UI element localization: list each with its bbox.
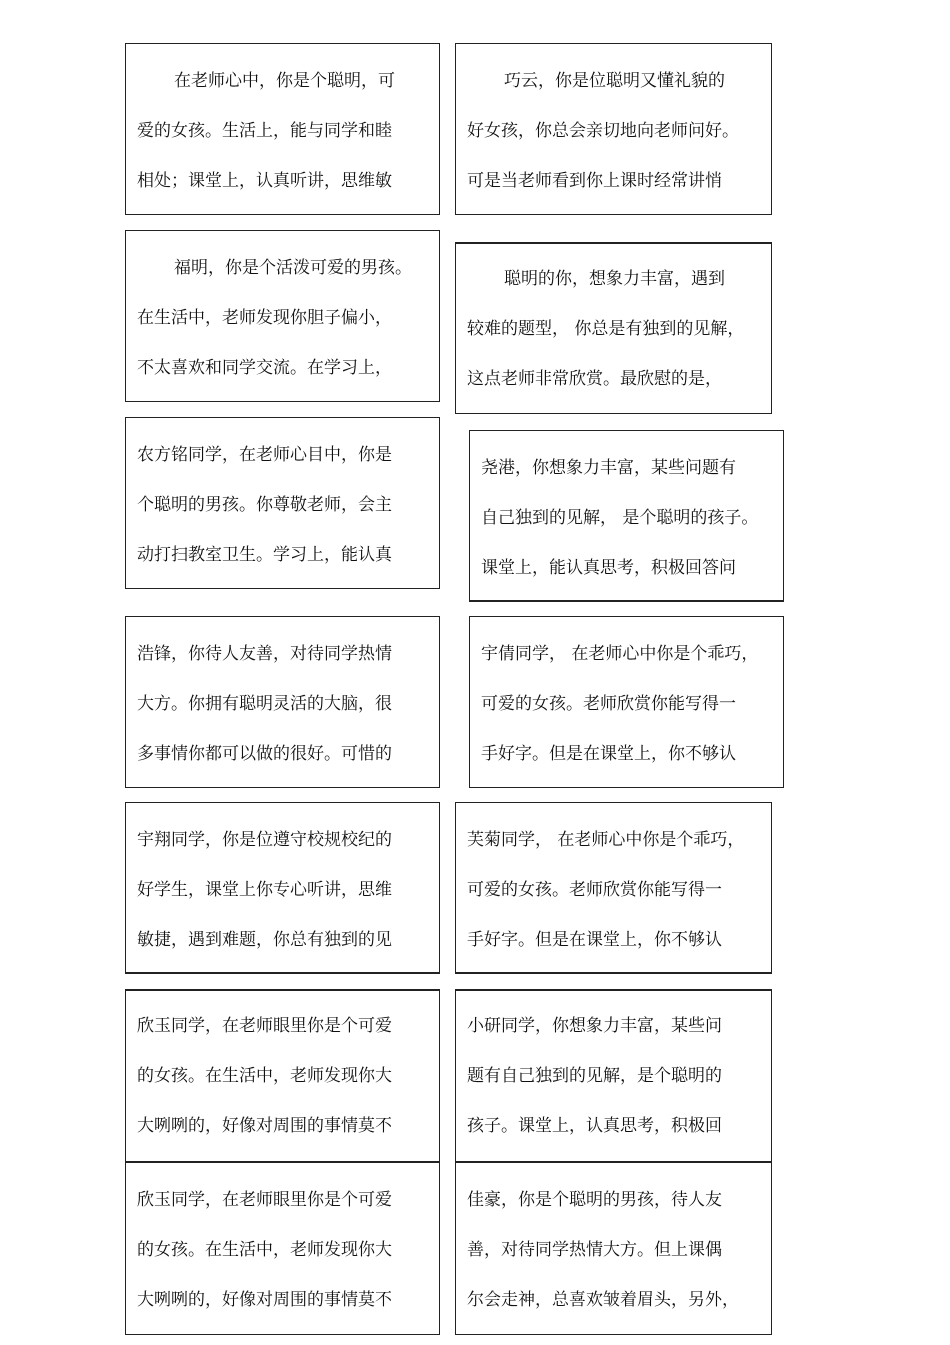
comment-card-11 xyxy=(125,989,440,1162)
comment-line: 课堂上，能认真思考，积极回答问 xyxy=(481,558,736,578)
comment-line: 相处；课堂上，认真听讲，思维敏 xyxy=(137,171,392,191)
comment-line: 欣玉同学，在老师眼里你是个可爱 xyxy=(137,1190,392,1210)
comment-line: 农方铭同学，在老师心目中，你是 xyxy=(137,445,392,465)
comment-line: 敏捷，遇到难题，你总有独到的见 xyxy=(137,930,392,950)
comment-card-5 xyxy=(125,417,440,589)
comment-line: 动打扫教室卫生。学习上，能认真 xyxy=(137,545,392,565)
comment-line: 巧云，你是位聪明又懂礼貌的 xyxy=(504,71,725,91)
comment-card-14 xyxy=(455,1162,772,1335)
comment-line: 不太喜欢和同学交流。在学习上， xyxy=(137,358,392,378)
comment-line: 宇翔同学，你是位遵守校规校纪的 xyxy=(137,830,392,850)
comment-card-1 xyxy=(125,43,440,215)
comment-card-7 xyxy=(125,616,440,788)
comment-line: 这点老师非常欣赏。最欣慰的是， xyxy=(467,369,722,389)
comment-line: 尔会走神，总喜欢皱着眉头，另外， xyxy=(467,1290,739,1310)
comment-line: 可爱的女孩。老师欣赏你能写得一 xyxy=(481,694,736,714)
comment-line: 手好字。但是在课堂上，你不够认 xyxy=(481,744,736,764)
comment-card-2 xyxy=(455,43,772,215)
comment-line: 在老师心中，你是个聪明，可 xyxy=(174,71,395,91)
comment-line: 大咧咧的，好像对周围的事情莫不 xyxy=(137,1116,392,1136)
comment-line: 可爱的女孩。老师欣赏你能写得一 xyxy=(467,880,722,900)
comment-card-6 xyxy=(469,430,784,602)
comment-line: 善，对待同学热情大方。但上课偶 xyxy=(467,1240,722,1260)
comment-line: 的女孩。在生活中，老师发现你大 xyxy=(137,1066,392,1086)
comment-line: 个聪明的男孩。你尊敬老师，会主 xyxy=(137,495,392,515)
comment-card-10 xyxy=(455,802,772,974)
comment-line: 爱的女孩。生活上，能与同学和睦 xyxy=(137,121,392,141)
comment-card-4 xyxy=(455,242,772,414)
comment-card-3 xyxy=(125,230,440,402)
comment-card-8 xyxy=(469,616,784,788)
comment-line: 欣玉同学，在老师眼里你是个可爱 xyxy=(137,1016,392,1036)
comment-card-12 xyxy=(455,989,772,1162)
comment-card-9 xyxy=(125,802,440,974)
comment-line: 自己独到的见解， 是个聪明的孩子。 xyxy=(481,508,759,528)
comment-line: 好学生，课堂上你专心听讲，思维 xyxy=(137,880,392,900)
comment-line: 较难的题型， 你总是有独到的见解， xyxy=(467,319,745,339)
comment-line: 多事情你都可以做的很好。可惜的 xyxy=(137,744,392,764)
comment-line: 福明，你是个活泼可爱的男孩。 xyxy=(174,258,412,278)
comment-line: 尧港，你想象力丰富，某些问题有 xyxy=(481,458,736,478)
comment-line: 浩锋，你待人友善，对待同学热情 xyxy=(137,644,392,664)
comment-line: 的女孩。在生活中，老师发现你大 xyxy=(137,1240,392,1260)
comment-line: 小研同学，你想象力丰富，某些问 xyxy=(467,1016,722,1036)
comment-line: 大方。你拥有聪明灵活的大脑，很 xyxy=(137,694,392,714)
comment-line: 芙菊同学， 在老师心中你是个乖巧， xyxy=(467,830,745,850)
comment-line: 大咧咧的，好像对周围的事情莫不 xyxy=(137,1290,392,1310)
comment-line: 手好字。但是在课堂上，你不够认 xyxy=(467,930,722,950)
comment-card-13 xyxy=(125,1162,440,1335)
comment-line: 孩子。课堂上，认真思考，积极回 xyxy=(467,1116,722,1136)
comment-line: 题有自己独到的见解，是个聪明的 xyxy=(467,1066,722,1086)
comment-line: 聪明的你，想象力丰富，遇到 xyxy=(504,269,725,289)
comment-line: 佳豪，你是个聪明的男孩，待人友 xyxy=(467,1190,722,1210)
comment-line: 在生活中，老师发现你胆子偏小， xyxy=(137,308,392,328)
comment-line: 可是当老师看到你上课时经常讲悄 xyxy=(467,171,722,191)
comment-line: 宇倩同学， 在老师心中你是个乖巧， xyxy=(481,644,759,664)
comment-line: 好女孩，你总会亲切地向老师问好。 xyxy=(467,121,739,141)
